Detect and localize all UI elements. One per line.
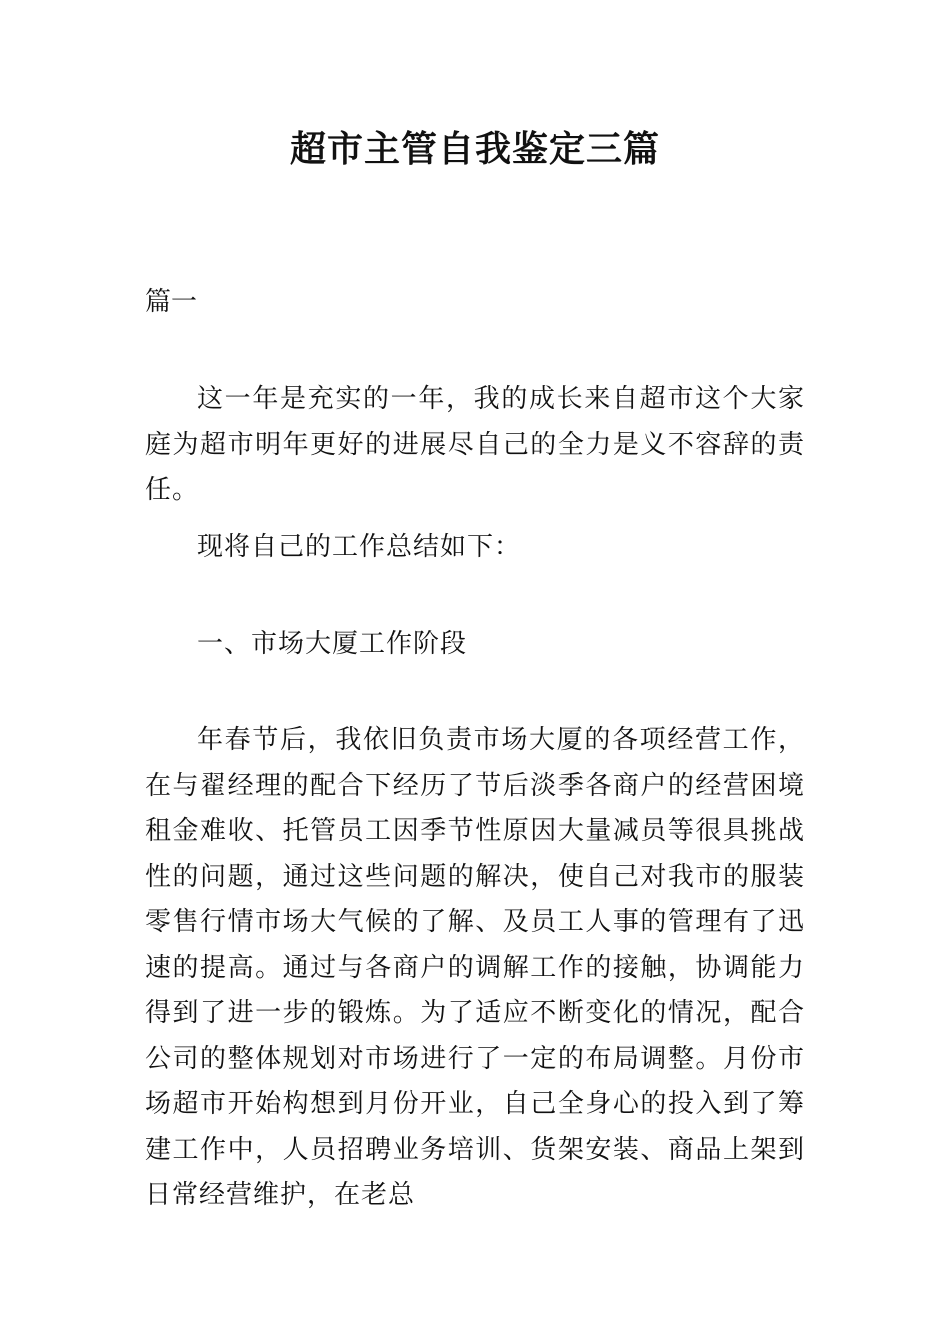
section-label: 篇一 — [145, 287, 198, 317]
section-heading: 一、市场大厦工作阶段 — [197, 629, 468, 659]
paragraph-intro: 这一年是充实的一年，我的成长来自超市这个大家庭为超市明年更好的进展尽自己的全力是义不容辞的责任。 — [145, 384, 805, 505]
paragraph-body: 年春节后，我依旧负责市场大厦的各项经营工作，在与翟经理的配合下经历了节后淡季各商户的经营困境租金难收、托管员工因季节性原因大量减员等很具挑战性的问题，通过这些问题的解决，使自己对我市的服装零售行情市场大气候的了解、及员工人事的管理有了迅速的提高。通过与各商户的调解工作的接触，协调能力得到了进一步的锻炼。为了适应不断变化的情况，配合公司的整体规划对市场进行了一定的布局调整。月份市场超市开始构想到月份开业，自己全身心的投入到了筹建工作中，人员招聘业务培训、货架安装、商品上架到日常经营维护，在老总 — [145, 725, 805, 1210]
document-title: 超市主管自我鉴定三篇 — [289, 129, 660, 170]
paragraph-summary-lead: 现将自己的工作总结如下： — [197, 532, 522, 562]
